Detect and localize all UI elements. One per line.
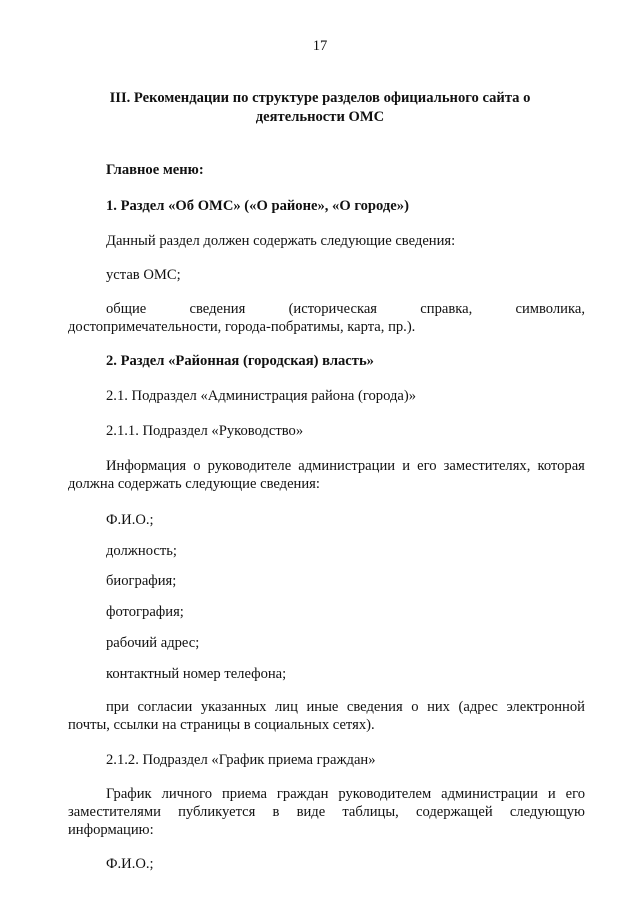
word: (историческая <box>288 301 378 317</box>
heading-line-1: III. Рекомендации по структуре разделов официального сайта о <box>109 90 531 106</box>
section-1-intro: Данный раздел должен содержать следующие сведения: <box>106 233 456 249</box>
list-item: контактный номер телефона; <box>106 666 287 682</box>
info-line-1 <box>106 456 585 476</box>
word: которая <box>537 458 585 474</box>
subsection-2-1: 2.1. Подраздел «Администрация района (города)» <box>106 388 417 404</box>
main-menu-label: Главное меню: <box>106 162 204 178</box>
info-line-2: должна содержать следующие сведения: <box>68 476 320 492</box>
word: сведения <box>189 301 246 317</box>
word: Информация <box>106 458 187 474</box>
page-number: 17 <box>312 38 328 54</box>
word: руководителем <box>338 786 432 802</box>
section-1-item2-line2: достопримечательности, города-побратимы, карта, пр.). <box>68 319 416 335</box>
word: публикуется <box>178 804 256 820</box>
word: администрации <box>441 786 538 802</box>
heading-line-2: деятельности ОМС <box>255 109 385 125</box>
word: и <box>402 458 410 474</box>
subsection-2-1-1: 2.1.1. Подраздел «Руководство» <box>106 423 304 439</box>
word: граждан <box>276 786 329 802</box>
word: личного <box>161 786 213 802</box>
section-1-title: 1. Раздел «Об ОМС» («О районе», «О городе») <box>106 198 409 214</box>
word: общие <box>106 301 147 317</box>
word: виде <box>296 804 326 820</box>
word: следующую <box>509 804 585 820</box>
word: согласии <box>137 699 193 715</box>
word: них <box>427 699 450 715</box>
word: иные <box>306 699 339 715</box>
list-item: устав ОМС; <box>106 267 181 283</box>
word: (адрес <box>458 699 498 715</box>
word: в <box>272 804 280 820</box>
word: сведения <box>346 699 403 715</box>
consent-line-2: почты, ссылки на страницы в социальных сетях). <box>68 717 375 733</box>
word: и <box>547 786 556 802</box>
word: лиц <box>275 699 298 715</box>
word: символика, <box>515 301 585 317</box>
word: заместителями <box>68 804 161 820</box>
word: содержащей <box>416 804 493 820</box>
schedule-line-3: информацию: <box>68 822 154 838</box>
word: о <box>411 699 419 715</box>
subsection-2-1-2: 2.1.2. Подраздел «График приема граждан» <box>106 752 376 768</box>
word: указанных <box>200 699 267 715</box>
list-item: Ф.И.О.; <box>106 856 154 872</box>
list-item: фотография; <box>106 604 184 620</box>
list-item: рабочий адрес; <box>106 635 200 651</box>
section-2-title: 2. Раздел «Районная (городская) власть» <box>106 353 374 369</box>
word: заместителях, <box>443 458 531 474</box>
word: приема <box>221 786 267 802</box>
list-item: Ф.И.О.; <box>106 512 154 528</box>
word: администрации <box>298 458 396 474</box>
list-item: должность; <box>106 543 177 559</box>
word: его <box>417 458 437 474</box>
word: руководителе <box>207 458 292 474</box>
word: таблицы, <box>342 804 399 820</box>
section-1-item2-line1 <box>106 299 585 319</box>
word: о <box>193 458 201 474</box>
list-item: биография; <box>106 573 177 589</box>
schedule-line-2 <box>68 802 585 822</box>
consent-line-1 <box>106 697 585 717</box>
schedule-line-1 <box>106 784 585 804</box>
word: электронной <box>506 699 585 715</box>
word: его <box>565 786 585 802</box>
word: справка, <box>420 301 473 317</box>
word: при <box>106 699 129 715</box>
word: График <box>106 786 152 802</box>
